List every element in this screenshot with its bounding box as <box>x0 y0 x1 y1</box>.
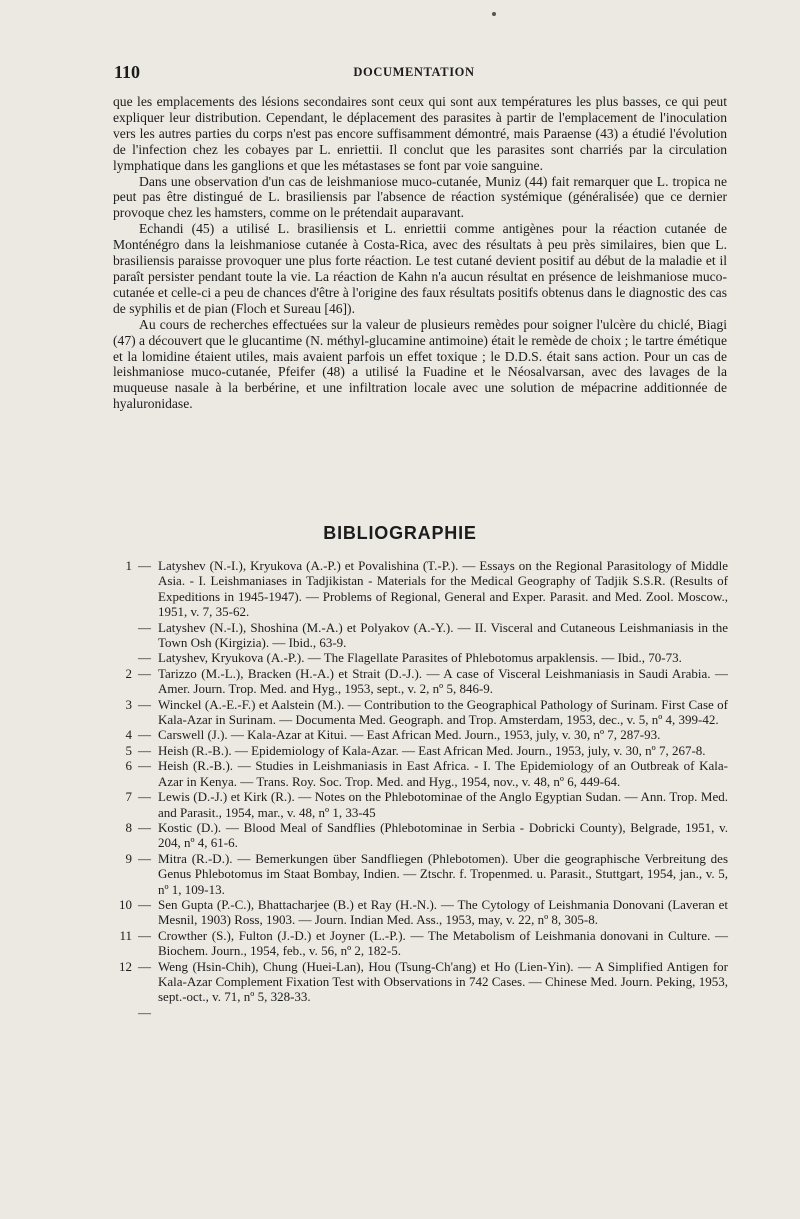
reference-dash: — <box>138 665 151 681</box>
reference-number: 1 <box>125 558 132 573</box>
reference-number: 5 <box>125 742 132 758</box>
reference-entry <box>108 620 728 651</box>
reference-number: 12 <box>119 958 132 974</box>
reference-number: 11 <box>119 927 132 943</box>
paragraph: Echandi (45) a utilisé L. brasiliensis et L. enriettii comme antigènes pour la réaction cutanée de Monténégro dans la leishmaniose cutanée à Costa-Rica, avec des résultats à peu près similaires, bien que L. brasiliensis paraisse provoquer une plus forte réaction. Le test cutané devient positif au début de la maladie et il paraît persister pendant toute la vie. La réaction de Kahn n'a aucun résultat en présence de leishmaniose muco-cutanée et celle-ci a peu de chances d'être à l'origine des faux résultats positifs obtenus dans le diagnostic des cas de syphilis et de pian (Floch et Sureau [46]). <box>113 221 727 316</box>
reference-text: Crowther (S.), Fulton (J.-D.) et Joyner (L.-P.). — The Metabolism of Leishmania donovani in Culture. — Biochem. Journ., 1954, feb., v. 56, nº 2, 182-5. <box>158 927 728 959</box>
reference-number: 2 <box>125 665 132 681</box>
reference-dash: — <box>138 850 151 866</box>
reference-entry <box>108 697 728 728</box>
reference-entry <box>108 928 728 959</box>
reference-entry <box>108 820 728 851</box>
reference-text: Heish (R.-B.). — Epidemiology of Kala-Azar. — East African Med. Journ., 1953, july, v. 30, nº 7, 267-8. <box>158 742 706 758</box>
reference-text: Latyshev, Kryukova (A.-P.). — The Flagellate Parasites of Phlebotomus arpaklensis. — Ibid., 70-73. <box>158 650 682 666</box>
reference-text: Winckel (A.-E.-F.) et Aalstein (M.). — Contribution to the Geographical Pathology of Surinam. First Case of Kala-Azar in Surinam. — Documenta Med. Geograph. and Trop. Amsterdam, 1953, dec., v. 5, nº 4, 399-42. <box>158 696 728 728</box>
reference-entry <box>108 558 728 620</box>
reference-entry <box>108 743 728 758</box>
reference-dash: — <box>138 650 151 666</box>
reference-dash: — <box>138 727 151 743</box>
reference-dash: — <box>138 696 151 712</box>
bibliography-list <box>108 558 728 1020</box>
body-text <box>113 94 727 412</box>
reference-dash: — <box>138 742 151 758</box>
reference-text: Lewis (D.-J.) et Kirk (R.). — Notes on the Phlebotominae of the Anglo Egyptian Sudan. — Ann. Trop. Med. and Parasit., 1954, mar., v. 48, nº 1, 33-45 <box>158 789 728 820</box>
paragraph: Dans une observation d'un cas de leishmaniose muco-cutanée, Muniz (44) fait remarquer que L. tropica ne peut pas être distingué de L. brasiliensis par l'absence de réaction systémique (généralisée) que ce dernier provoque chez les hamsters, comme on le prétendait auparavant. <box>113 173 727 221</box>
reference-entry <box>108 650 728 665</box>
reference-dash: — <box>138 958 151 974</box>
paragraph: Au cours de recherches effectuées sur la valeur de plusieurs remèdes pour soigner l'ulcère du chiclé, Biagi (47) a découvert que le glucantime (N. méthyl-glucamine antimoine) était le remède de choix ; le tartre émétique et la lomidine étaient utiles, mais avaient parfois un effet toxique ; le D.D.S. était sans action. Pour un cas de leishmaniose muco-cutanée, Pfeifer (48) a utilisé la Fuadine et le Néosalvarsan, avec des lavages de la muqueuse nasale à la berbérine, et une infiltration locale avec une solution de mépacrine additionnée de hyaluronidase. <box>113 316 727 412</box>
reference-entry <box>108 758 728 789</box>
reference-text: Heish (R.-B.). — Studies in Leishmaniasis in East Africa. - I. The Epidemiology of an Outbreak of Kala-Azar in Kenya. — Trans. Roy. Soc. Trop. Med. and Hyg., 1954, nov., v. 48, nº 6, 449-64. <box>158 758 728 789</box>
reference-text: Latyshev (N.-I.), Kryukova (A.-P.) et Povalishina (T.-P.). — Essays on the Regional Parasitology of Middle Asia. - I. Leishmaniases in Tadjikistan - Materials for the Medical Geography of Tadjik S.S.R. (Results of Expeditions in 1945-1947). — Problems of Regional, General and Exper. Parasit. and Med. Zool. Moscow., 1951, v. 7, 35-62. <box>158 558 728 620</box>
reference-number: 10 <box>119 896 132 912</box>
reference-dash: — <box>138 789 151 805</box>
reference-dash: — <box>138 896 151 912</box>
reference-number: 6 <box>125 758 132 774</box>
reference-entry <box>108 789 728 820</box>
reference-dash: — <box>138 758 151 774</box>
reference-dash: — <box>138 819 151 835</box>
reference-text: Sen Gupta (P.-C.), Bhattacharjee (B.) et Ray (H.-N.). — The Cytology of Leishmania Donovani (Laveran et Mesnil, 1903) Ross, 1903. — Journ. Indian Med. Ass., 1953, may, v. 22, nº 8, 305-8. <box>158 896 728 928</box>
running-title: DOCUMENTATION <box>353 65 475 79</box>
reference-dash: — <box>138 1004 151 1020</box>
reference-number: 3 <box>125 696 132 712</box>
page-header <box>114 62 714 82</box>
bibliography-heading: BIBLIOGRAPHIE <box>323 523 477 543</box>
reference-entry <box>108 897 728 928</box>
reference-number: 8 <box>125 819 132 835</box>
reference-entry <box>108 851 728 897</box>
reference-text: Kostic (D.). — Blood Meal of Sandflies (Phlebotominae in Serbia - Dobricki County), Belgrade, 1951, v. 204, nº 4, 61-6. <box>158 819 728 851</box>
reference-entry <box>108 959 728 1005</box>
reference-dash: — <box>138 619 151 635</box>
reference-number: 7 <box>125 789 132 805</box>
paragraph: que les emplacements des lésions secondaires sont ceux qui sont aux températures les plus basses, ce qui peut expliquer leur distribution. Cependant, le déplacement des parasites à partir de l'emplacement de l'inoculation vers les autres parties du corps n'est pas encore suffisamment démontré, mais Paraense (43) a étudié l'évolution de l'infection chez les cobayes par L. enriettii. Il conclut que les parasites sont charriés par la circulation lymphatique dans les ganglions et que les métastases se font par voie sanguine. <box>113 94 727 173</box>
reference-text: Mitra (R.-D.). — Bemerkungen über Sandfliegen (Phlebotomen). Uber die geographische Verbreitung des Genus Phlebotomus im Staat Bombay, Indien. — Ztschr. f. Tropenmed. u. Parasit., Stuttgart, 1954, jan., v. 5, nº 1, 109-13. <box>158 850 728 897</box>
reference-number: 4 <box>125 727 132 743</box>
reference-entry <box>108 666 728 697</box>
reference-text: Latyshev (N.-I.), Shoshina (M.-A.) et Polyakov (A.-Y.). — II. Visceral and Cutaneous Leishmaniasis in the Town Osh (Kirgizia). — Ibid., 63-9. <box>158 619 728 651</box>
ink-speck <box>492 12 496 16</box>
reference-text: Carswell (J.). — Kala-Azar at Kitui. — East African Med. Journ., 1953, july, v. 30, nº 7, 287-93. <box>158 727 661 743</box>
reference-dash: — <box>138 558 151 573</box>
reference-number: 9 <box>125 850 132 866</box>
reference-dash: — <box>138 927 151 943</box>
page-number: 110 <box>114 62 141 82</box>
reference-text: Tarizzo (M.-L.), Bracken (H.-A.) et Strait (D.-J.). — A case of Visceral Leishmaniasis in Saudi Arabia. — Amer. Journ. Trop. Med. and Hyg., 1953, sept., v. 2, nº 5, 846-9. <box>158 665 728 697</box>
reference-entry <box>108 727 728 742</box>
reference-text: Weng (Hsin-Chih), Chung (Huei-Lan), Hou (Tsung-Ch'ang) et Ho (Lien-Yin). — A Simplified Antigen for Kala-Azar Complement Fixation Test with Observations in 742 Cases. — Chinese Med. Journ. Peking, 1953, sept.-oct., v. 71, nº 5, 328-33. <box>158 958 728 1005</box>
